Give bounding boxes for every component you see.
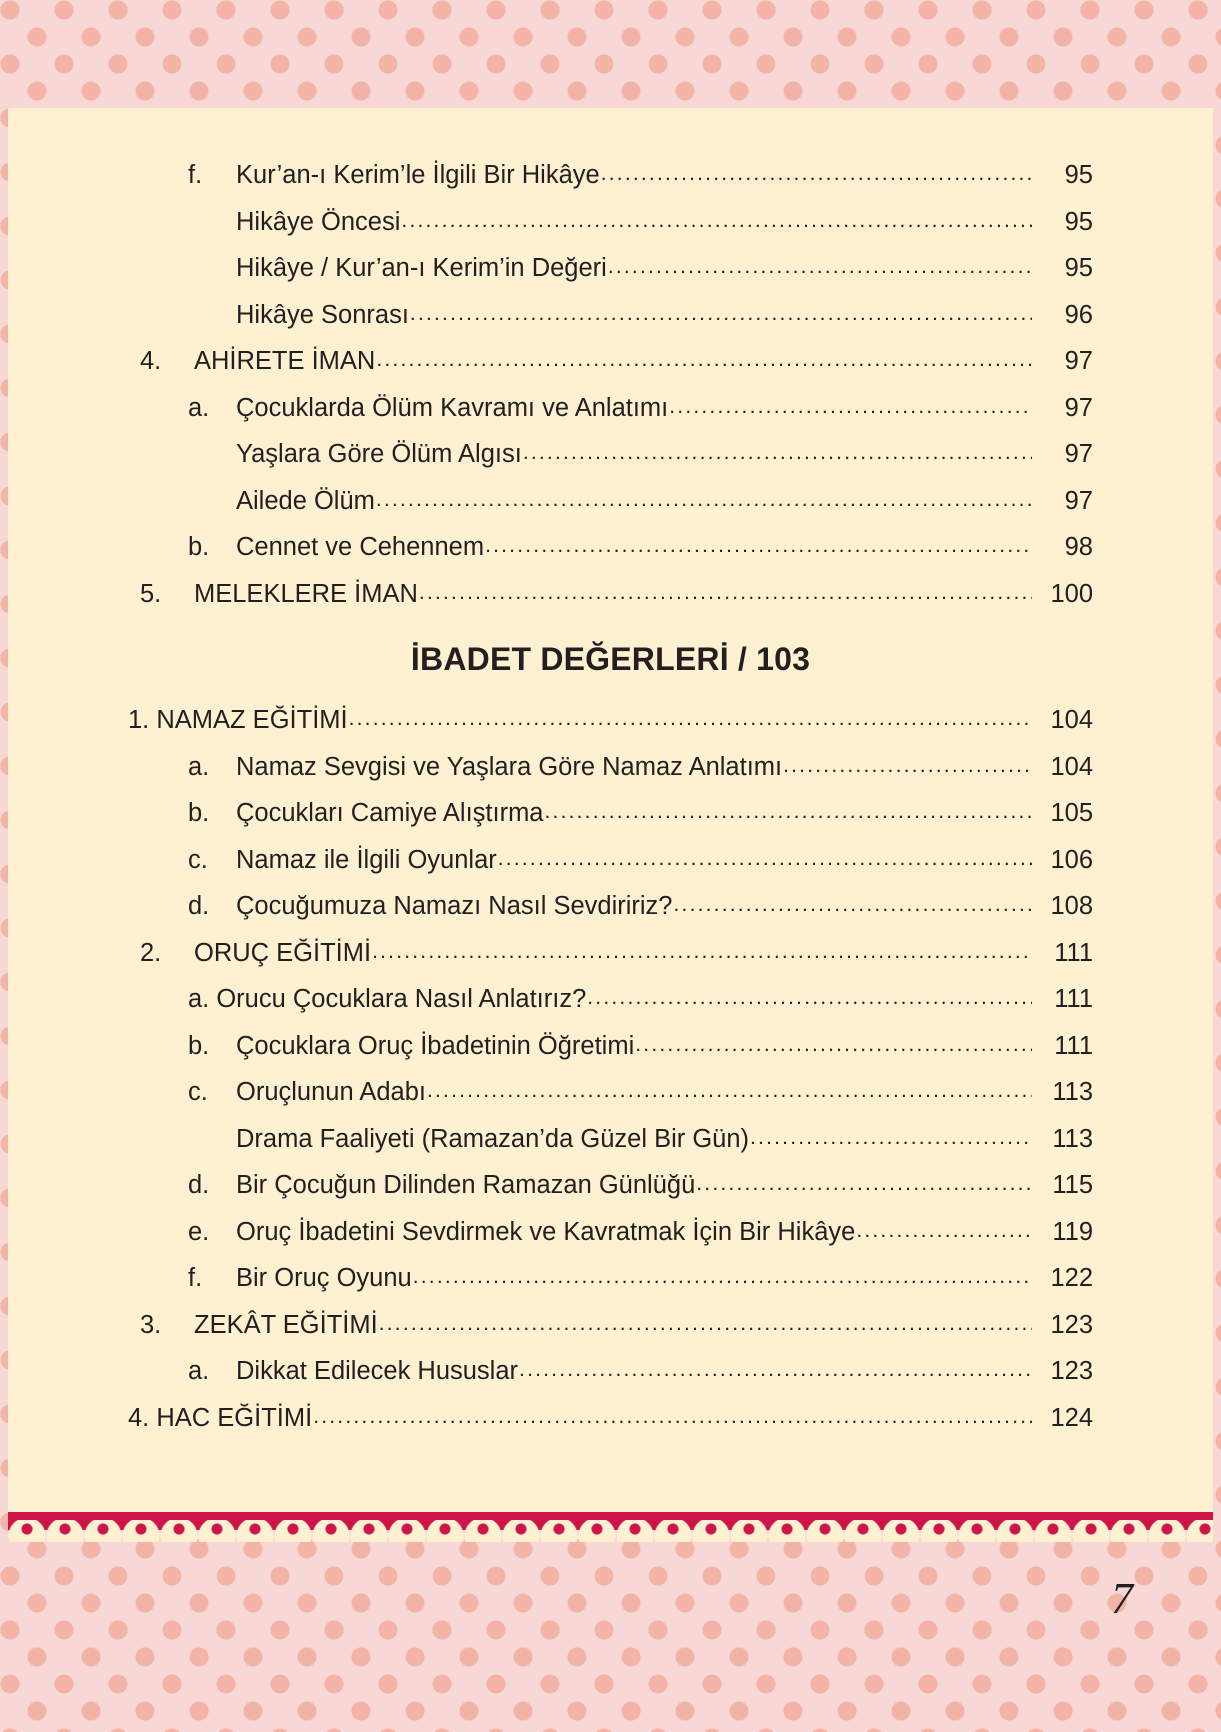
toc-entry[interactable] xyxy=(128,1266,1093,1292)
toc-entry-page-number: 123 xyxy=(1050,1310,1093,1339)
content-sheet xyxy=(8,108,1213,1512)
toc-entry[interactable] xyxy=(128,801,1093,827)
toc-entry-page-number: 119 xyxy=(1052,1217,1093,1246)
toc-leader-dots xyxy=(379,1313,1032,1334)
toc-leader-dots xyxy=(376,489,1032,510)
toc-entry-label: 2. xyxy=(140,938,162,967)
table-of-contents xyxy=(128,163,1093,1452)
toc-entry-title: Oruç İbadetini Sevdirmek ve Kavratmak İçin Bir Hikâye xyxy=(236,1217,856,1246)
toc-entry[interactable] xyxy=(128,708,1093,734)
section-heading-ibadet-degerleri: İBADET DEĞERLERİ / 103 xyxy=(410,641,811,677)
toc-entry-title: Oruçlunun Adabı xyxy=(236,1078,426,1106)
toc-entry-title: Hikâye Öncesi xyxy=(236,207,401,236)
toc-entry-label: a. xyxy=(188,752,210,781)
toc-entry-page-number: 95 xyxy=(1064,161,1093,189)
toc-entry-title: Çocuklara Oruç İbadetinin Öğretimi xyxy=(236,1031,635,1060)
toc-leader-dots xyxy=(498,848,1032,869)
toc-entry-page-number: 123 xyxy=(1050,1357,1093,1385)
page-number: 7 xyxy=(1111,1574,1133,1623)
toc-leader-dots xyxy=(519,1359,1032,1380)
toc-entry-page-number: 122 xyxy=(1050,1264,1093,1292)
toc-entry-page-number: 113 xyxy=(1052,1078,1093,1106)
toc-entry-title: Çocukları Camiye Alıştırma xyxy=(236,799,544,827)
toc-entry-page-number: 105 xyxy=(1050,799,1093,827)
toc-entry[interactable] xyxy=(128,752,1093,781)
toc-entry[interactable] xyxy=(128,393,1093,422)
toc-entry[interactable] xyxy=(128,987,1093,1013)
toc-entry-page-number: 95 xyxy=(1064,254,1093,282)
toc-entry[interactable] xyxy=(128,894,1093,920)
toc-entry-title: 4. HAC EĞİTİMİ xyxy=(128,1403,313,1432)
toc-entry-label: f. xyxy=(188,161,203,189)
toc-entry-page-number: 124 xyxy=(1050,1403,1093,1432)
toc-entry-title: Bir Çocuğun Dilinden Ramazan Günlüğü xyxy=(236,1171,696,1199)
toc-leader-dots xyxy=(783,755,1032,776)
toc-entry-page-number: 108 xyxy=(1050,892,1093,920)
toc-entry-page-number: 97 xyxy=(1064,486,1093,515)
toc-entry-page-number: 111 xyxy=(1054,1031,1093,1060)
toc-entry-page-number: 97 xyxy=(1064,347,1093,375)
toc-entry-title: Drama Faaliyeti (Ramazan’da Güzel Bir Gün) xyxy=(236,1124,750,1153)
toc-entry[interactable] xyxy=(128,1080,1093,1106)
toc-entry-title: ORUÇ EĞİTİMİ xyxy=(194,938,372,967)
toc-entry-title: Cennet ve Cehennem xyxy=(236,533,485,561)
toc-entry-title: Yaşlara Göre Ölüm Algısı xyxy=(236,440,522,468)
toc-entry-title: Hikâye / Kur’an-ı Kerim’in Değeri xyxy=(236,254,607,282)
toc-leader-dots xyxy=(410,303,1032,324)
toc-leader-dots xyxy=(608,256,1032,277)
toc-entry-title: Ailede Ölüm xyxy=(236,486,375,515)
toc-leader-dots xyxy=(674,894,1033,915)
toc-entry-page-number: 115 xyxy=(1052,1171,1093,1199)
toc-entry-title: a. Orucu Çocuklara Nasıl Anlatırız? xyxy=(188,985,587,1013)
toc-leader-dots xyxy=(413,1266,1032,1287)
toc-entry-page-number: 97 xyxy=(1064,440,1093,468)
toc-entry[interactable] xyxy=(128,1359,1093,1385)
toc-entry-label: d. xyxy=(188,1171,210,1199)
toc-leader-dots xyxy=(750,1127,1032,1148)
toc-leader-dots xyxy=(427,1080,1032,1101)
toc-leader-dots xyxy=(523,442,1032,463)
toc-entry-title: Çocuğumuza Namazı Nasıl Sevdiririz? xyxy=(236,892,673,920)
toc-entry-title: Çocuklarda Ölüm Kavramı ve Anlatımı xyxy=(236,393,669,422)
toc-leader-dots xyxy=(856,1220,1032,1241)
toc-entry-page-number: 106 xyxy=(1050,845,1093,874)
toc-entry[interactable] xyxy=(128,1173,1093,1199)
toc-entry-title: MELEKLERE İMAN xyxy=(194,579,418,608)
toc-entry-label: 3. xyxy=(140,1310,162,1339)
toc-leader-dots xyxy=(313,1406,1032,1427)
toc-entry[interactable] xyxy=(128,535,1093,561)
toc-leader-dots xyxy=(349,708,1032,729)
bottom-scallop-dots xyxy=(8,1522,1213,1536)
toc-entry[interactable] xyxy=(128,256,1093,282)
toc-entry-page-number: 100 xyxy=(1050,579,1093,608)
toc-entry-page-number: 96 xyxy=(1064,300,1093,329)
toc-entry[interactable] xyxy=(128,207,1093,236)
toc-entry-label: c. xyxy=(188,845,208,874)
toc-entry[interactable] xyxy=(128,163,1093,189)
toc-leader-dots xyxy=(376,349,1032,370)
toc-entry[interactable] xyxy=(128,845,1093,874)
toc-entry-label: 4. xyxy=(140,347,162,375)
toc-entry-title: Namaz ile İlgili Oyunlar xyxy=(236,845,497,874)
toc-leader-dots xyxy=(545,801,1033,822)
toc-entry-label: c. xyxy=(188,1078,208,1106)
toc-entry[interactable] xyxy=(128,442,1093,468)
toc-entry-title: Namaz Sevgisi ve Yaşlara Göre Namaz Anlatımı xyxy=(236,752,783,781)
toc-entry-page-number: 98 xyxy=(1064,533,1093,561)
toc-entry-label: a. xyxy=(188,1357,210,1385)
toc-entry-label: a. xyxy=(188,393,210,422)
toc-entry-title: ZEKÂT EĞİTİMİ xyxy=(194,1310,378,1339)
toc-entry-title: 1. NAMAZ EĞİTİMİ xyxy=(128,706,348,734)
toc-group-iman xyxy=(128,163,1093,607)
toc-entry-title: Dikkat Edilecek Hususlar xyxy=(236,1357,519,1385)
toc-entry-label: e. xyxy=(188,1217,210,1246)
toc-entry[interactable] xyxy=(128,1124,1093,1153)
toc-leader-dots xyxy=(669,396,1032,417)
toc-leader-dots xyxy=(401,210,1032,231)
toc-entry-label: b. xyxy=(188,533,210,561)
toc-entry-page-number: 95 xyxy=(1064,207,1093,236)
toc-leader-dots xyxy=(372,941,1032,962)
toc-entry-title: AHİRETE İMAN xyxy=(194,347,376,375)
toc-leader-dots xyxy=(587,987,1032,1008)
toc-entry-label: 5. xyxy=(140,579,162,608)
toc-entry-page-number: 104 xyxy=(1050,706,1093,734)
toc-entry-label: d. xyxy=(188,892,210,920)
toc-group-ibadet xyxy=(128,708,1093,1431)
toc-entry[interactable] xyxy=(128,1031,1093,1060)
toc-entry-page-number: 111 xyxy=(1054,938,1093,967)
toc-entry[interactable] xyxy=(128,938,1093,967)
toc-entry[interactable] xyxy=(128,300,1093,329)
toc-entry-page-number: 104 xyxy=(1050,752,1093,781)
toc-entry[interactable] xyxy=(128,579,1093,608)
toc-leader-dots xyxy=(696,1173,1032,1194)
toc-entry-label: f. xyxy=(188,1264,203,1292)
toc-entry-label: b. xyxy=(188,799,210,827)
toc-entry-page-number: 97 xyxy=(1064,393,1093,422)
toc-entry-title: Hikâye Sonrası xyxy=(236,300,409,329)
toc-leader-dots xyxy=(635,1034,1032,1055)
toc-leader-dots xyxy=(485,535,1032,556)
toc-entry-page-number: 113 xyxy=(1052,1124,1093,1153)
toc-entry-page-number: 111 xyxy=(1054,985,1093,1013)
toc-entry-title: Bir Oruç Oyunu xyxy=(236,1264,412,1292)
toc-leader-dots xyxy=(419,582,1032,603)
toc-entry[interactable] xyxy=(128,1310,1093,1339)
toc-entry[interactable] xyxy=(128,349,1093,375)
toc-entry-label: b. xyxy=(188,1031,210,1060)
toc-entry[interactable] xyxy=(128,1403,1093,1432)
toc-leader-dots xyxy=(601,163,1032,184)
toc-entry[interactable] xyxy=(128,1217,1093,1246)
toc-entry-title: Kur’an-ı Kerim’le İlgili Bir Hikâye xyxy=(236,161,600,189)
toc-entry[interactable] xyxy=(128,486,1093,515)
